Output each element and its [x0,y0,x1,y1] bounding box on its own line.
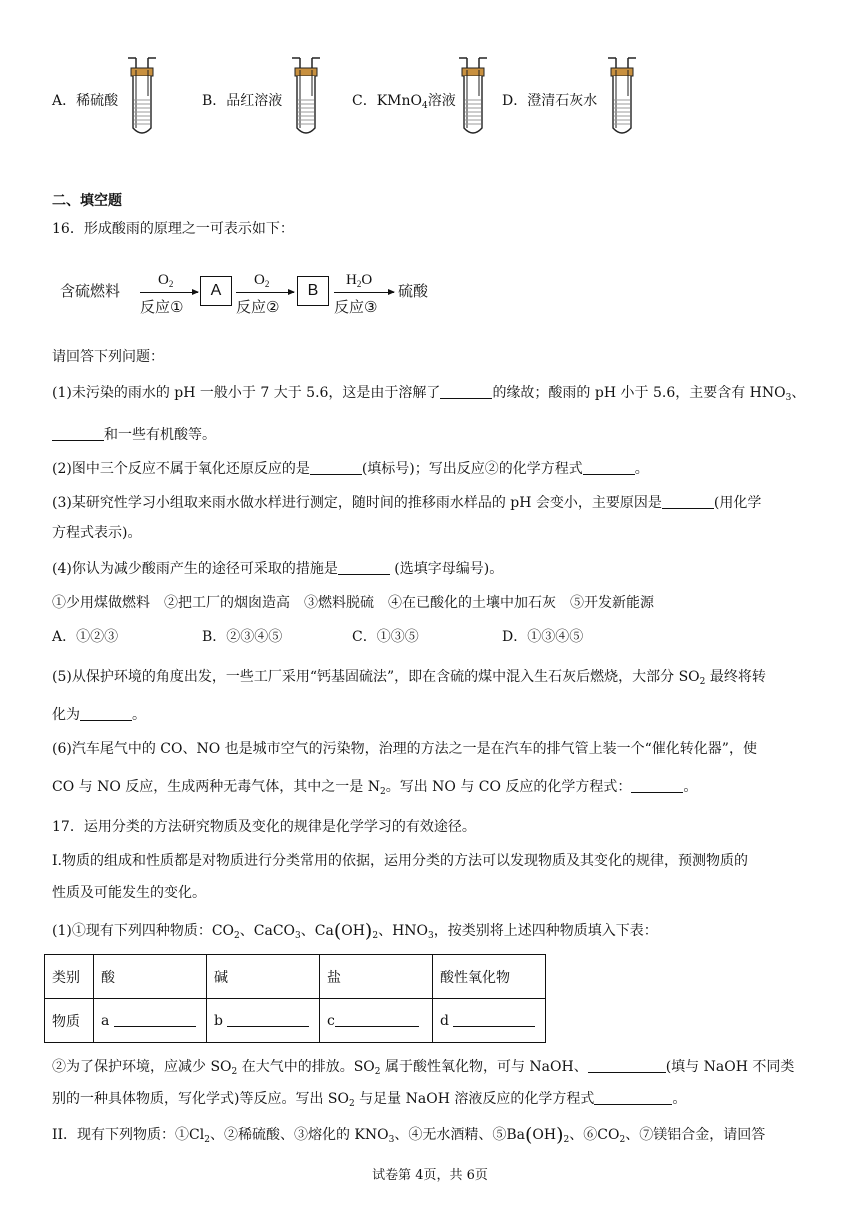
flow-end: 硫酸 [398,282,429,300]
q16-part1-line2: 和一些有机酸等。 [52,424,216,444]
table-header-cell: 酸 [94,955,207,999]
section-title: 二、填空题 [52,193,122,209]
q16-part6-line1: (6)汽车尾气中的 CO、NO 也是城市空气的污染物，治理的方法之一是在汽车的排气管上装一个“催化转化器”，使 [52,741,757,757]
q16-part2: (2)图中三个反应不属于氧化还原反应的是 (填标号)；写出反应②的化学方程式 。 [52,461,649,477]
flow-h2o: $H_2O$ [346,272,373,289]
q16-part1-line1: (1)未污染的雨水的 pH 一般小于 7 大于 5.6，这是由于溶解了 的缘故；酸雨的 pH 小于 5.6，主要含有 $HNO_3$、 [52,385,806,403]
q16-option-b: B．②③④⑤ [202,629,283,645]
q17-intro-line1: I.物质的组成和性质都是对物质进行分类常用的依据，运用分类的方法可以发现物质及其变化的规律，预测物质的 [52,853,748,869]
test-tube-icon-d [604,56,640,140]
q16-measures: ①少用煤做燃料 ②把工厂的烟囱造高 ③燃料脱硫 ④在已酸化的土壤中加石灰 ⑤开发新能源 [52,595,654,611]
flow-arrow-3 [334,292,394,293]
q16-stem: 16．形成酸雨的原理之一可表示如下： [52,221,294,237]
table-cell-b[interactable]: b [207,999,320,1043]
q17-part2-line2: 别的一种具体物质，写化学式)等反应。写出 $SO_2$ 与足量 NaOH 溶液反应的化学方程式 。 [52,1091,687,1109]
q16-part5-line2: 化为 。 [52,707,146,723]
table-row-label: 物质 [45,999,94,1043]
option-c-text: C．KMnO$_4$溶液 [352,93,456,111]
flow-arrow-2 [236,292,294,293]
flow-box-a: A [200,276,232,306]
q16-option-d: D．①③④⑤ [502,629,584,645]
table-header-cell: 类别 [45,955,94,999]
test-tube-icon-a [124,56,160,140]
q16-part3-line2: 方程式表示)。 [52,525,142,541]
q16-part5-line1: (5)从保护环境的角度出发，一些工厂采用“钙基固硫法”，即在含硫的煤中混入生石灰后燃烧，大部分 $SO_2$ 最终将转 [52,669,766,687]
table-row [45,955,546,999]
table-header-cell: 酸性氧化物 [433,955,546,999]
q17-intro-line2: 性质及可能发生的变化。 [52,885,206,901]
test-tube-icon-c [455,56,491,140]
table-cell-a[interactable]: a [94,999,207,1043]
test-tube-icon-b [288,56,324,140]
q16-prompt: 请回答下列问题： [52,349,164,365]
flow-start: 含硫燃料 [60,282,121,300]
q16-option-c: C．①③⑤ [352,629,419,645]
flow-o2-2: $O_2$ [254,272,270,289]
table-cell-c[interactable]: c [320,999,433,1043]
page-footer: 试卷第 4页，共 6页 [372,1168,488,1183]
q16-option-a: A．①②③ [52,629,119,645]
option-b-text: B．品红溶液 [202,93,283,109]
q16-part4: (4)你认为减少酸雨产生的途径可采取的措施是 (选填字母编号)。 [52,561,504,577]
flow-box-b: B [297,276,329,306]
classification-table [44,954,546,1043]
table-header-cell: 碱 [207,955,320,999]
flow-o2-1: $O_2$ [158,272,174,289]
table-cell-d[interactable]: d [433,999,546,1043]
q17-part-ii: II．现有下列物质：$①Cl_2$、②稀硫酸、③熔化的 $KNO_3$、④无水酒精、$⑤Ba(OH)_2$、$⑥CO_2$、⑦镁铝合金，请回答 [52,1124,766,1146]
flow-arrow-1 [140,292,198,293]
flow-react-3: 反应③ [334,298,378,316]
flow-react-1: 反应① [140,298,184,316]
table-header-cell: 盐 [320,955,433,999]
q16-part3-line1: (3)某研究性学习小组取来雨水做水样进行测定，随时间的推移雨水样品的 pH 会变小，主要原因是 (用化学 [52,495,762,511]
table-row [45,999,546,1043]
q17-stem: 17．运用分类的方法研究物质及变化的规律是化学学习的有效途径。 [52,819,476,835]
flow-react-2: 反应② [236,298,280,316]
q17-part1: (1)①现有下列四种物质：$CO_2$、CaCO$_3$、$Ca(OH)_2$、$HNO_3$，按类别将上述四种物质填入下表： [52,920,658,942]
q17-part2-line1: ②为了保护环境，应减少 $SO_2$ 在大气中的排放。$SO_2$ 属于酸性氧化物，可与 NaOH、 (填与 NaOH 不同类 [52,1059,795,1077]
q16-part6-line2: CO 与 NO 反应，生成两种无毒气体，其中之一是 $N_2$。写出 NO 与 CO 反应的化学方程式： 。 [52,779,698,797]
option-a-text: A．稀硫酸 [52,93,119,109]
option-d-text: D．澄清石灰水 [502,93,598,109]
